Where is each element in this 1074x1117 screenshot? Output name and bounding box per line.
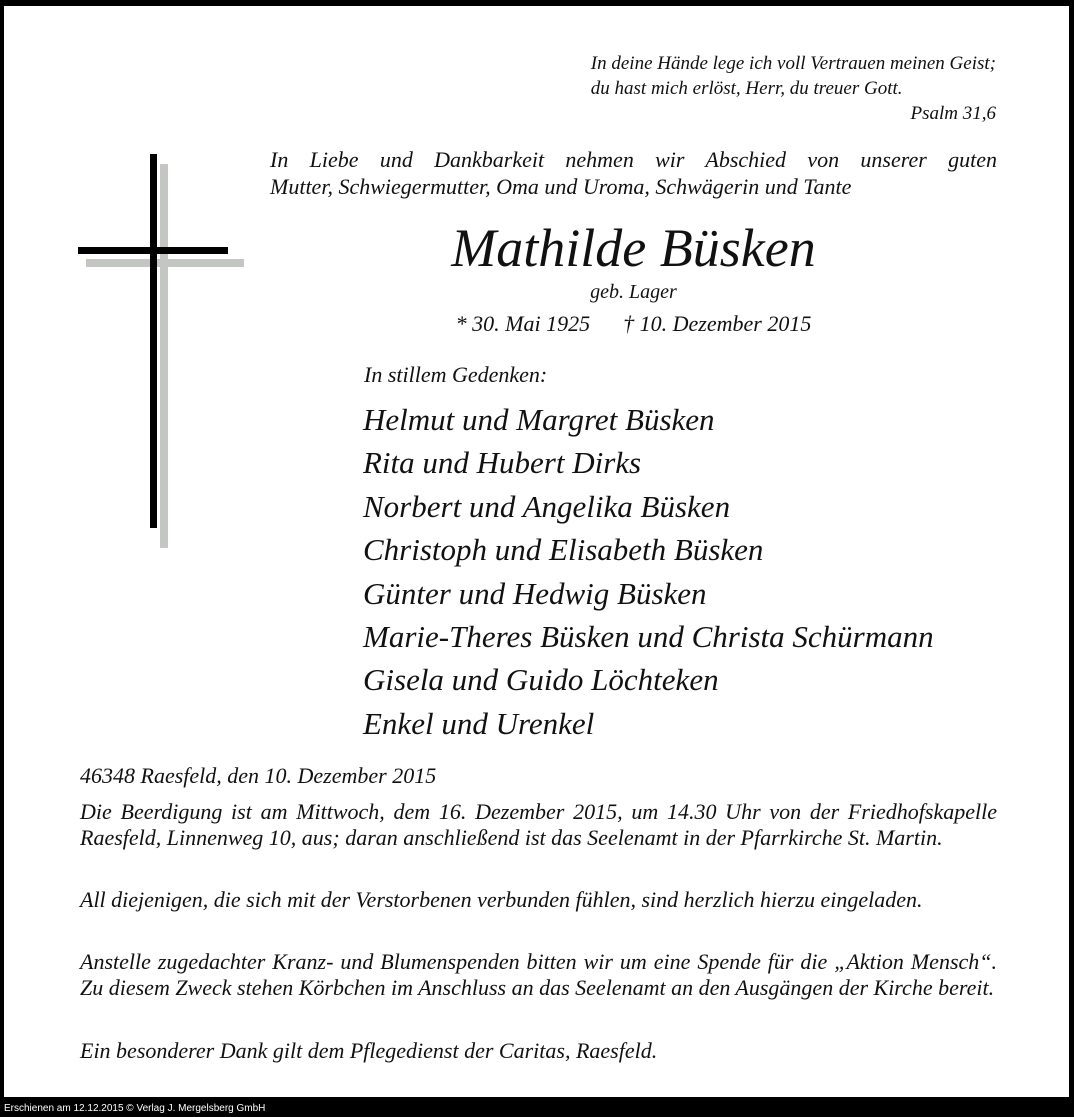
mourners-list [363,398,934,745]
mourner-item: Helmut und Margret Büsken [363,402,715,437]
life-dates [270,310,997,338]
memory-label: In stillem Gedenken: [364,362,548,387]
death-date: † 10. Dezember 2015 [623,311,812,336]
mourner-item: Norbert und Angelika Büsken [363,488,731,524]
cross-icon [78,152,248,552]
mourner-item: Günter und Hedwig Büsken [363,575,707,611]
footer-credit: Erschienen am 12.12.2015 © Verlag J. Mergelsberg GmbH [4,1103,266,1114]
mourner-item: Marie-Theres Büsken und Christa Schürmann [363,619,934,655]
psalm-quote [591,51,996,126]
mourner-item: Gisela und Guido Löchteken [363,662,719,698]
deceased-name-text: Mathilde Büsken [451,218,816,278]
maiden-name: geb. Lager [590,281,677,303]
mourner-item: Christoph und Elisabeth Büsken [363,532,764,568]
mourner-item: Enkel und Urenkel [363,705,595,741]
mourner-item: Rita und Hubert Dirks [363,445,642,481]
psalm-line-2: du hast mich erlöst, Herr, du treuer Gott. [590,78,903,99]
birth-date: * 30. Mai 1925 [455,311,591,336]
intro-text [270,146,997,200]
invitation-paragraph: All diejenigen, die sich mit der Verstorbenen verbunden fühlen, sind herzlich hierzu eingeladen. [80,887,923,912]
intro-line-2: Mutter, Schwiegermutter, Oma und Uroma, Schwägerin und Tante [270,174,852,199]
donation-paragraph: Anstelle zugedachter Kranz- und Blumenspenden bitten wir um eine Spende für die „Aktion Mensch“. Zu diesem Zweck stehen Körbchen im Anschluss an das Seelenamt an den Ausgängen der Kirche bereit. [80,949,997,1000]
deceased-name [270,216,997,280]
place-date: 46348 Raesfeld, den 10. Dezember 2015 [80,763,437,788]
psalm-line-1: In deine Hände lege ich voll Vertrauen meinen Geist; [590,53,996,74]
thanks-paragraph: Ein besonderer Dank gilt dem Pflegedienst der Caritas, Raesfeld. [80,1038,658,1063]
funeral-paragraph: Die Beerdigung ist am Mittwoch, dem 16. Dezember 2015, um 14.30 Uhr von der Friedhofskapelle Raesfeld, Linnenweg 10, aus; daran anschließend ist das Seelenamt in der Pfarrkirche St. Martin. [80,799,997,850]
intro-line-1: In Liebe und Dankbarkeit nehmen wir Abschied von unserer guten [270,147,997,172]
psalm-reference: Psalm 31,6 [910,103,996,124]
